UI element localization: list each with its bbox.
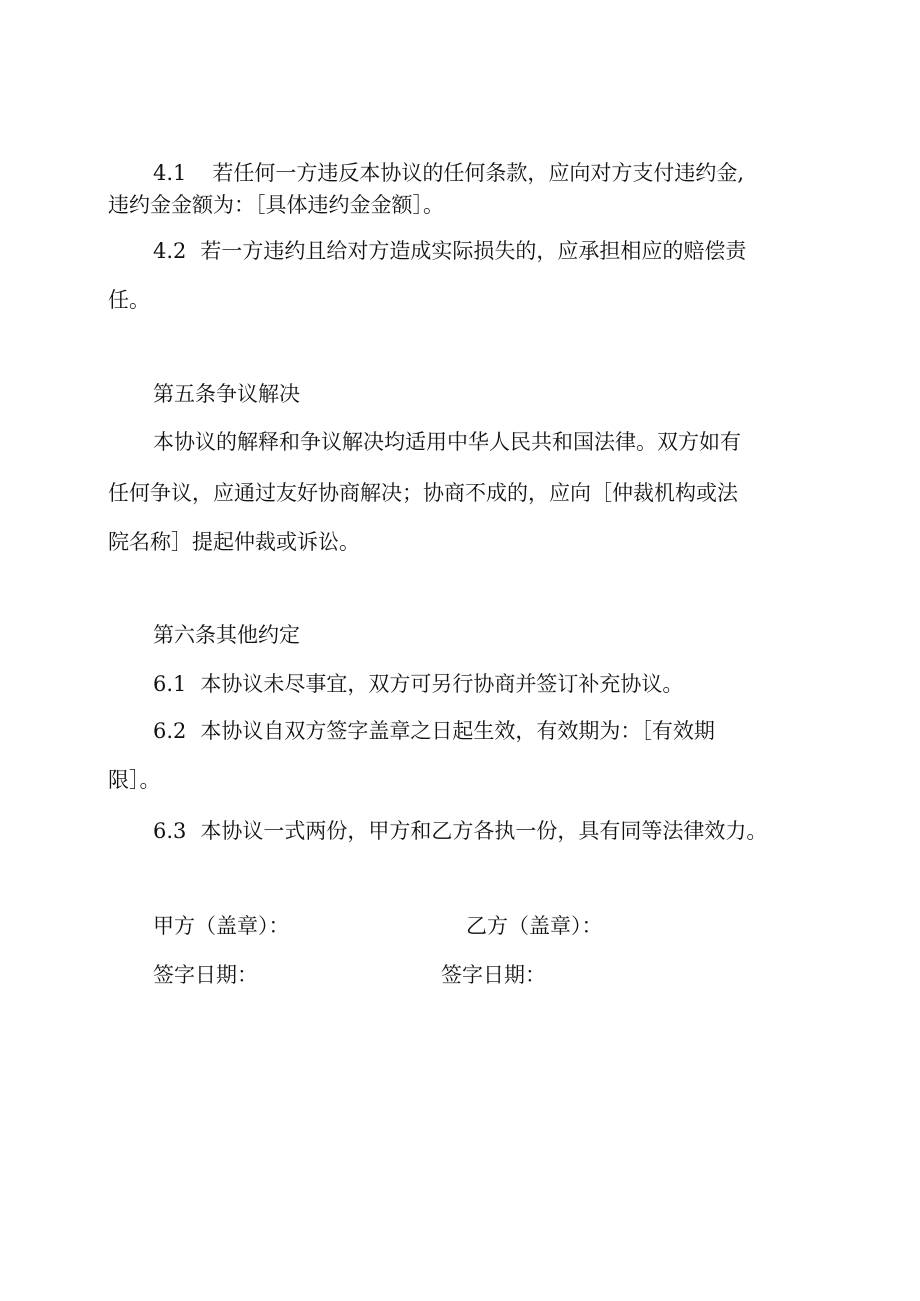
clause-6-1-number: 6.1 [153,672,187,696]
clause-6-1-line-1 [153,669,683,699]
party-a-date-label: 签字日期： [153,963,258,987]
clause-4-1-line-2: 违约金金额为：［具体违约金金额］。 [108,193,444,217]
clause-5-heading: 第五条争议解决 [153,382,300,406]
clause-4-2-number: 4.2 [153,239,187,263]
clause-6-2-number: 6.2 [153,719,187,743]
clause-4-2-text: 若一方违约且给对方造成实际损失的，应承担相应的赔偿责 [200,239,747,263]
clause-6-3-text: 本协议一式两份，甲方和乙方各执一份，具有同等法律效力。 [200,819,768,843]
clause-4-1-line-1 [153,158,744,188]
clause-6-2-line-2: 限］。 [108,768,161,792]
clause-5-line-1: 本协议的解释和争议解决均适用中华人民共和国法律。双方如有 [153,430,741,454]
clause-5-line-3: 院名称］提起仲裁或诉讼。 [108,530,360,554]
clause-4-2-line-1 [153,236,746,266]
clause-6-heading: 第六条其他约定 [153,623,300,647]
clause-4-1-text: 若任何一方违反本协议的任何条款，应向对方支付违约金, [212,161,745,185]
clause-4-1-number: 4.1 [153,161,187,185]
party-a-seal-label: 甲方（盖章）： [153,914,290,938]
party-b-date-label: 签字日期： [441,963,546,987]
clause-6-2-text: 本协议自双方签字盖章之日起生效，有效期为：［有效期 [200,719,715,743]
clause-5-line-2: 任何争议，应通过友好协商解决；协商不成的，应向［仲裁机构或法 [108,481,738,505]
party-b-seal-label: 乙方（盖章）： [466,914,603,938]
clause-6-2-line-1 [153,716,715,746]
clause-4-2-line-2: 任。 [108,288,150,312]
clause-6-1-text: 本协议未尽事宜，双方可另行协商并签订补充协议。 [200,672,684,696]
clause-6-3-number: 6.3 [153,819,187,843]
clause-6-3-line-1 [153,816,767,846]
